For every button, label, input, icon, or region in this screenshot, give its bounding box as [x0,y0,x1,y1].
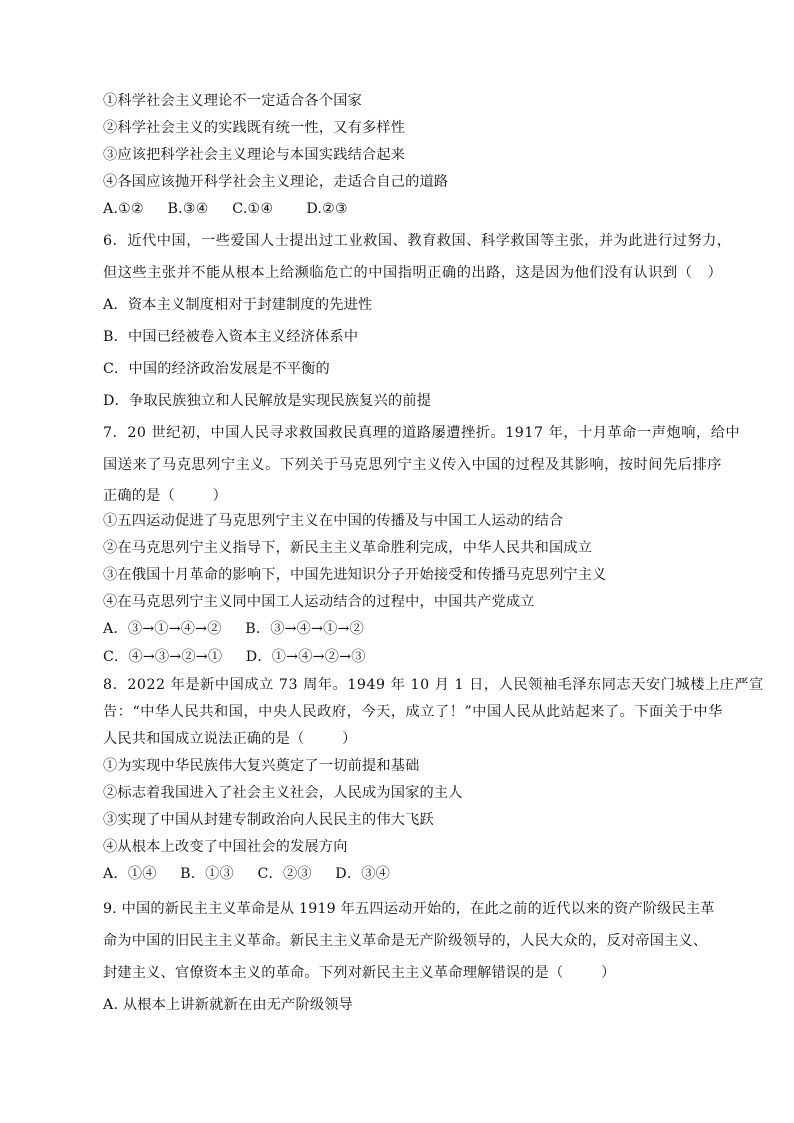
q6-option-a: A．资本主义制度相对于封建制度的先进性 [103,297,373,313]
q7-statement-4: ④在马克思列宁主义同中国工人运动结合的过程中，中国共产党成立 [103,594,535,610]
q5-statement-1: ①科学社会主义理论不一定适合各个国家 [103,93,362,109]
q9-stem-line-3: 封建主义、官僚资本主义的革命。下列对新民主主义革命理解错误的是（ ） [103,965,616,981]
q8-stem-line-1: 8．2022 年是新中国成立 73 周年。1949 年 10 月 1 日，人民领袖毛泽东同志天安门城楼上庄严宣 [103,677,764,693]
q8-statement-1: ①为实现中华民族伟大复兴奠定了一切前提和基础 [103,758,420,774]
q7-statement-2: ②在马克思列宁主义指导下，新民主主义革命胜利完成，中华人民共和国成立 [103,540,593,556]
q5-options: A.①② B.③④ C.①④ D.②③ [103,201,348,217]
q7-options-cd: C．④→③→②→① D．①→④→②→③ [103,649,366,665]
q6-option-c: C．中国的经济政治发展是不平衡的 [103,361,330,377]
q6-stem-line-2: 但这些主张并不能从根本上给濒临危亡的中国指明正确的出路，这是因为他们没有认识到（ ） [103,265,723,281]
q8-statement-2: ②标志着我国进入了社会主义社会，人民成为国家的主人 [103,785,463,801]
q5-statement-3: ③应该把科学社会主义理论与本国实践结合起来 [103,147,406,163]
q7-statement-3: ③在俄国十月革命的影响下，中国先进知识分子开始接受和传播马克思列宁主义 [103,567,607,583]
q8-stem-line-2: 告：“中华人民共和国，中央人民政府，今天，成立了！”中国人民从此站起来了。下面关于中华 [103,704,723,720]
q5-statement-4: ④各国应该抛开科学社会主义理论，走适合自己的道路 [103,174,449,190]
q9-stem-line-1: 9. 中国的新民主主义革命是从 1919 年五四运动开始的，在此之前的近代以来的资产阶级民主革 [103,901,715,917]
q7-options-ab: A．③→①→④→② B．③→④→①→② [103,621,365,637]
q8-statement-4: ④从根本上改变了中国社会的发展方向 [103,839,348,855]
q7-stem-line-1: 7．20 世纪初，中国人民寻求救国救民真理的道路屡遭挫折。1917 年，十月革命一声炮响，给中 [103,425,741,441]
q7-stem-line-3: 正确的是（ ） [103,488,228,504]
q9-stem-line-2: 命为中国的旧民主主义革命。新民主主义革命是无产阶级领导的，人民大众的，反对帝国主义、 [103,933,708,949]
q9-option-a: A. 从根本上讲新就新在由无产阶级领导 [103,997,354,1013]
q8-options: A．①④ B．①③ C．②③ D．③④ [103,866,390,882]
q7-statement-1: ①五四运动促进了马克思列宁主义在中国的传播及与中国工人运动的结合 [103,513,564,529]
q6-option-d: D．争取民族独立和人民解放是实现民族复兴的前提 [103,393,432,409]
q6-stem-line-1: 6．近代中国，一些爱国人士提出过工业救国、教育救国、科学救国等主张，并为此进行过努力， [103,233,732,249]
q8-statement-3: ③实现了中国从封建专制政治向人民民主的伟大飞跃 [103,812,434,828]
q6-option-b: B．中国已经被卷入资本主义经济体系中 [103,329,359,345]
q5-statement-2: ②科学社会主义的实践既有统一性，又有多样性 [103,120,406,136]
q8-stem-line-3: 人民共和国成立说法正确的是（ ） [103,731,357,747]
q7-stem-line-2: 国送来了马克思列宁主义。下列关于马克思列宁主义传入中国的过程及其影响，按时间先后排序 [103,457,722,473]
